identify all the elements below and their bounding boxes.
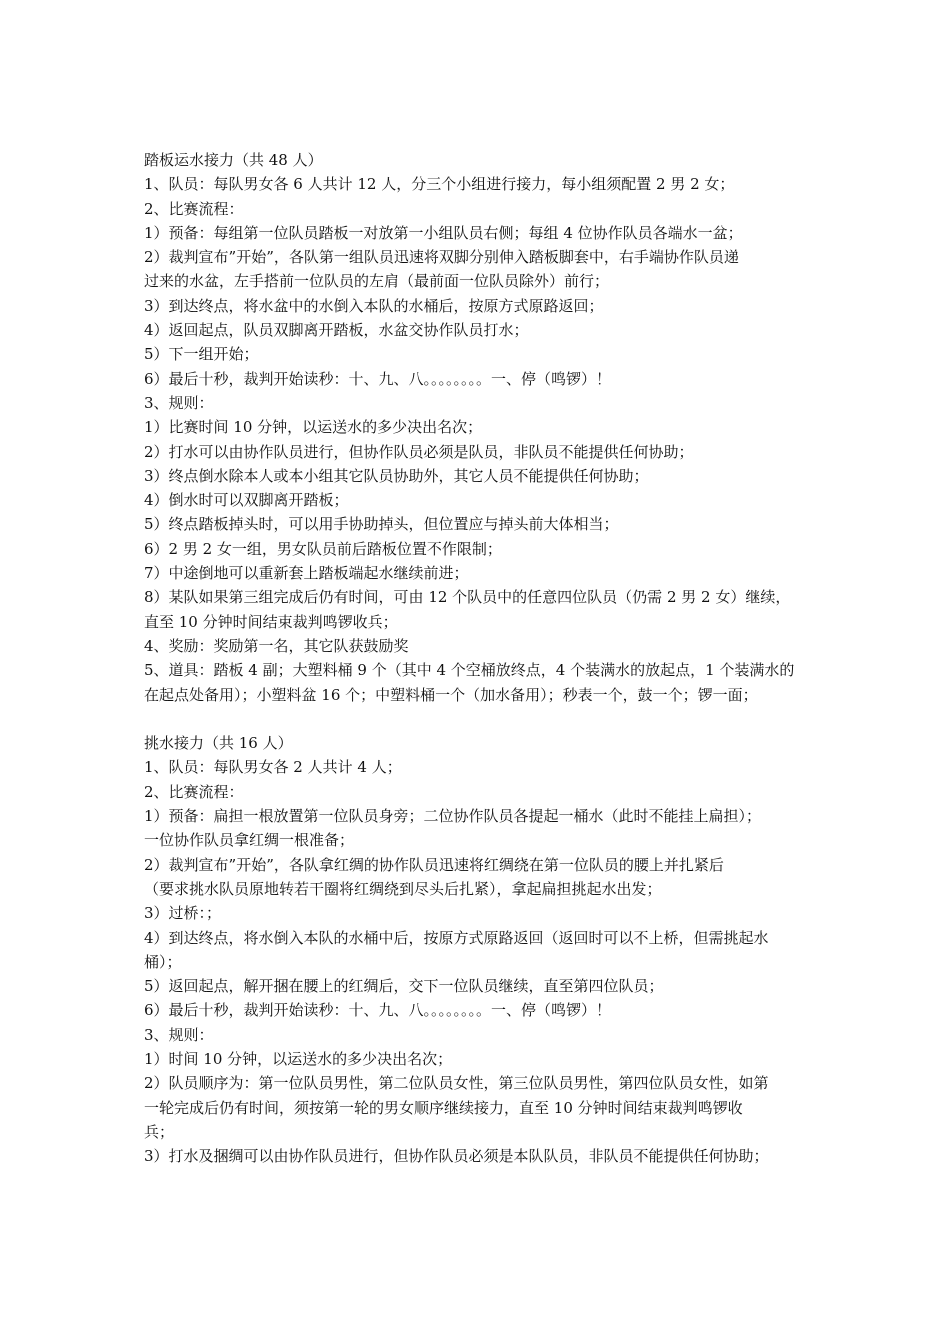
document-page xyxy=(144,148,812,1168)
text-line: 2、比赛流程： xyxy=(144,782,244,801)
text-line: 1）时间 10 分钟，以运送水的多少决出名次； xyxy=(144,1049,453,1068)
text-line: 2、比赛流程： xyxy=(144,199,244,218)
text-line: 5、道具：踏板 4 副；大塑料桶 9 个（其中 4 个空桶放终点，4 个装满水的放起点，1 个装满水的 xyxy=(144,661,795,680)
text-line: 2）队员顺序为：第一位队员男性，第二位队员女性，第三位队员男性，第四位队员女性，如第 xyxy=(144,1074,769,1093)
text-line: 6）2 男 2 女一组，男女队员前后踏板位置不作限制； xyxy=(144,539,502,558)
text-line: 4）返回起点，队员双脚离开踏板，水盆交协作队员打水； xyxy=(144,321,529,340)
text-line: 8）某队如果第三组完成后仍有时间，可由 12 个队员中的任意四位队员（仍需 2 男 2 女）继续， xyxy=(144,588,791,607)
section-spacer xyxy=(144,707,812,731)
section-relay-carry-water xyxy=(144,731,812,1168)
text-line: 6）最后十秒，裁判开始读秒：十、九、八。。。。。。。。一、停（鸣锣）！ xyxy=(144,369,612,388)
text-line: 5）终点踏板掉头时，可以用手协助掉头，但位置应与掉头前大体相当； xyxy=(144,515,619,534)
text-line: 6）最后十秒，裁判开始读秒：十、九、八。。。。。。。。一、停（鸣锣）！ xyxy=(144,1001,612,1020)
text-line: 在起点处备用）；小塑料盆 16 个；中塑料桶一个（加水备用）；秒表一个，鼓一个；锣一面； xyxy=(144,685,758,704)
text-line: 2）裁判宣布”开始”，各队拿红绸的协作队员迅速将红绸绕在第一位队员的腰上并扎紧后 xyxy=(144,855,724,874)
text-line: 2）打水可以由协作队员进行，但协作队员必须是队员，非队员不能提供任何协助； xyxy=(144,442,694,461)
text-line: 5）下一组开始； xyxy=(144,345,259,364)
text-line: 3）过桥：； xyxy=(144,904,222,923)
text-line: （要求挑水队员原地转若干圈将红绸绕到尽头后扎紧），拿起扁担挑起水出发； xyxy=(144,879,662,898)
text-line: 1、队员：每队男女各 2 人共计 4 人； xyxy=(144,758,402,777)
text-line: 3）到达终点，将水盆中的水倒入本队的水桶后，按原方式原路返回； xyxy=(144,296,604,315)
text-line: 兵； xyxy=(144,1122,175,1141)
text-line: 3）打水及捆绸可以由协作队员进行，但协作队员必须是本队队员，非队员不能提供任何协助； xyxy=(144,1147,769,1166)
text-line: 4、奖励：奖励第一名，其它队获鼓励奖 xyxy=(144,636,409,655)
text-line: 3）终点倒水除本人或本小组其它队员协助外，其它人员不能提供任何协助； xyxy=(144,466,649,485)
text-line: 一轮完成后仍有时间，须按第一轮的男女顺序继续接力，直至 10 分钟时间结束裁判鸣锣收 xyxy=(144,1098,743,1117)
text-line: 3、规则： xyxy=(144,1025,214,1044)
text-line: 1）预备：扁担一根放置第一位队员身旁；二位协作队员各提起一桶水（此时不能挂上扁担）； xyxy=(144,807,762,826)
text-line: 2）裁判宣布”开始”，各队第一组队员迅速将双脚分别伸入踏板脚套中，右手端协作队员递 xyxy=(144,248,739,267)
section-relay-pedal-water xyxy=(144,148,812,707)
text-line: 一位协作队员拿红绸一根准备； xyxy=(144,831,355,850)
text-line: 4）倒水时可以双脚离开踏板； xyxy=(144,491,349,510)
text-line: 过来的水盆，左手搭前一位队员的左肩（最前面一位队员除外）前行； xyxy=(144,272,610,291)
section-title: 踏板运水接力（共 48 人） xyxy=(144,151,323,169)
section-title: 挑水接力（共 16 人） xyxy=(144,734,293,753)
text-line: 4）到达终点，将水倒入本队的水桶中后，按原方式原路返回（返回时可以不上桥，但需挑起水 xyxy=(144,928,769,947)
text-line: 1）比赛时间 10 分钟，以运送水的多少决出名次； xyxy=(144,418,483,437)
text-line: 1、队员：每队男女各 6 人共计 12 人，分三个小组进行接力，每小组须配置 2 男 2 女； xyxy=(144,175,735,194)
text-line: 桶）； xyxy=(144,952,182,971)
text-line: 5）返回起点，解开捆在腰上的红绸后，交下一位队员继续，直至第四位队员； xyxy=(144,977,664,996)
text-line: 直至 10 分钟时间结束裁判鸣锣收兵； xyxy=(144,612,398,631)
text-line: 3、规则： xyxy=(144,393,214,412)
text-line: 7）中途倒地可以重新套上踏板端起水继续前进； xyxy=(144,564,469,583)
text-line: 1）预备：每组第一位队员踏板一对放第一小组队员右侧；每组 4 位协作队员各端水一盆； xyxy=(144,223,743,242)
